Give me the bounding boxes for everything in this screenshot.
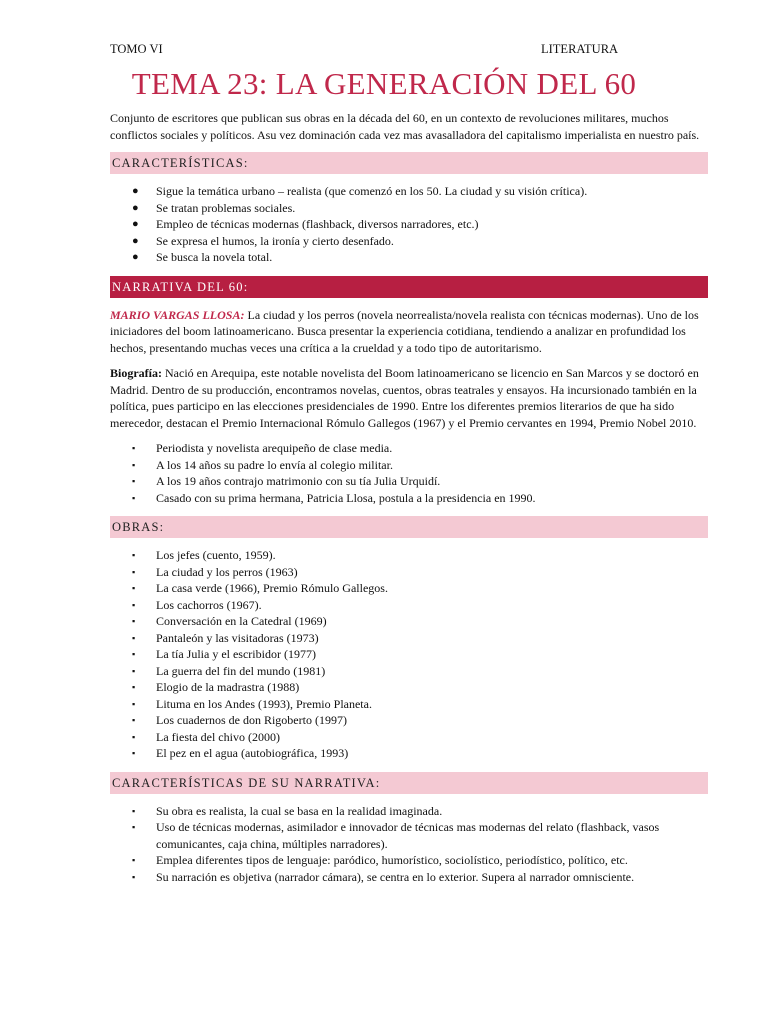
list-item: ▪ Los cuadernos de don Rigoberto (1997) <box>132 713 347 727</box>
section-heading-narrativa: NARRATIVA DEL 60: <box>110 276 708 298</box>
bullet-icon: ▪ <box>132 715 136 725</box>
bullet-icon: ▪ <box>132 748 136 758</box>
bullet-icon: ▪ <box>132 682 136 692</box>
bullet-icon: ▪ <box>132 476 136 486</box>
list-item: ● Empleo de técnicas modernas (flashback, diversos narradores, etc.) <box>132 217 479 231</box>
list-item: ▪ Periodista y novelista arequipeño de clase media. <box>132 441 393 455</box>
bullet-icon: ▪ <box>132 731 136 742</box>
list-item: ▪ Pantaleón y las visitadoras (1973) <box>132 630 319 645</box>
list-item: ▪ El pez en el agua (autobiográfica, 1993) <box>132 746 349 760</box>
bullet-icon: ● <box>132 234 139 247</box>
author-name: MARIO VARGAS LLOSA: <box>110 307 245 322</box>
intro-paragraph: Conjunto de escritores que publican sus obras en la década del 60, en un contexto de revoluciones militares, muchos conflictos sociales y políticos. Asu vez dominación cada vez mas avasalladora del capitalismo imperialista en nuestro país. <box>110 111 700 142</box>
list-item: ● Se tratan problemas sociales. <box>132 200 296 215</box>
document-body <box>110 110 708 895</box>
list-item: ▪ Elogio de la madrastra (1988) <box>132 680 300 694</box>
list-item: ▪ La tía Julia y el escribidor (1977) <box>132 647 316 661</box>
biography-label: Biografía: <box>110 366 162 380</box>
biography-list <box>110 440 708 506</box>
caracteristicas-narrativa-list <box>110 803 708 886</box>
list-item: ▪ Conversación en la Catedral (1969) <box>132 614 327 628</box>
bullet-icon: ● <box>132 251 139 263</box>
list-item: ▪ Lituma en los Andes (1993), Premio Planeta. <box>132 696 372 711</box>
list-item: ▪ La guerra del fin del mundo (1981) <box>132 663 326 678</box>
section-heading-caracteristicas: CARACTERÍSTICAS: <box>110 152 708 174</box>
bullet-icon: ● <box>132 218 139 230</box>
list-item: ▪ Emplea diferentes tipos de lenguaje: paródico, humorístico, sociolístico, periodístico, político, etc. <box>132 853 628 867</box>
list-item: ● Se busca la novela total. <box>132 250 273 264</box>
list-item: ● Se expresa el humos, la ironía y cierto desenfado. <box>132 233 394 248</box>
header-volume: TOMO VI <box>110 42 163 56</box>
page-title: TEMA 23: LA GENERACIÓN DEL 60 <box>131 66 637 101</box>
bullet-icon: ● <box>132 185 139 197</box>
bullet-icon: ▪ <box>132 649 136 659</box>
list-item: ▪ La fiesta del chivo (2000) <box>132 729 280 744</box>
bullet-icon: ● <box>132 201 139 214</box>
bullet-icon: ▪ <box>132 822 136 832</box>
list-item: ▪ La casa verde (1966), Premio Rómulo Gallegos. <box>132 581 388 595</box>
list-item: ● Sigue la temática urbano – realista (que comenzó en los 50. La ciudad y su visión crítica). <box>132 184 588 198</box>
bullet-icon: ▪ <box>132 566 136 577</box>
biography-paragraph <box>110 365 708 431</box>
list-item: ▪ Los cachorros (1967). <box>132 597 262 612</box>
bullet-icon: ▪ <box>132 632 136 643</box>
list-item: ▪ Uso de técnicas modernas, asimilador e innovador de técnicas mas modernas del relato (flashback, vasos comunicantes, caja china, múltiples narradores). <box>132 820 660 851</box>
obras-list <box>110 547 708 762</box>
bullet-icon: ▪ <box>132 583 136 593</box>
author-paragraph <box>110 307 708 357</box>
section-heading-caracteristicas-narrativa: CARACTERÍSTICAS DE SU NARRATIVA: <box>110 772 708 794</box>
list-item: ▪ Casado con su prima hermana, Patricia Llosa, postula a la presidencia en 1990. <box>132 490 536 505</box>
list-item: ▪ A los 14 años su padre lo envía al colegio militar. <box>132 457 393 472</box>
list-item: ▪ Su obra es realista, la cual se basa en la realidad imaginada. <box>132 803 443 818</box>
list-item: ▪ A los 19 años contrajo matrimonio con su tía Julia Urquidí. <box>132 474 441 488</box>
bullet-icon: ▪ <box>132 443 136 453</box>
bullet-icon: ▪ <box>132 492 136 503</box>
list-item: ▪ La ciudad y los perros (1963) <box>132 564 298 579</box>
bullet-icon: ▪ <box>132 871 136 882</box>
list-item: ▪ Su narración es objetiva (narrador cámara), se centra en lo exterior. Supera al narrador omnisciente. <box>132 869 635 884</box>
bullet-icon: ▪ <box>132 805 136 816</box>
bullet-icon: ▪ <box>132 599 136 610</box>
bullet-icon: ▪ <box>132 855 136 865</box>
caracteristicas-list <box>110 183 708 266</box>
section-heading-obras: OBRAS: <box>110 516 708 538</box>
bullet-icon: ▪ <box>132 459 136 470</box>
bullet-icon: ▪ <box>132 665 136 676</box>
bullet-icon: ▪ <box>132 698 136 709</box>
biography-text: Nació en Arequipa, este notable novelista del Boom latinoamericano se licencio en San Marcos y se doctoró en Madrid. Dentro de su producción, encontramos novelas, cuentos, obras teatrales y ensayos. Ha incursionado también en la política, pues participo en las elecciones presidenciales de 1990. Entre los diferentes premios literarios de que ha sido merecedor, destacan el Premio Internacional Rómulo Gallegos (1967) y el Premio cervantes en 1994, Premio Nobel 2010. <box>110 366 699 430</box>
header-subject: LITERATURA <box>541 42 619 56</box>
author-description: La ciudad y los perros (novela neorrealista/novela realista con técnicas modernas). Uno de los iniciadores del boom latinoamericano. Busca presentar la experiencia cotidiana, tendiendo a analizar en profundidad los hechos, presentando muchas veces una crítica a la crueldad y a todo tipo de autoritarismo. <box>110 307 699 355</box>
bullet-icon: ▪ <box>132 616 136 626</box>
list-item: ▪ Los jefes (cuento, 1959). <box>132 548 276 562</box>
bullet-icon: ▪ <box>132 550 136 560</box>
